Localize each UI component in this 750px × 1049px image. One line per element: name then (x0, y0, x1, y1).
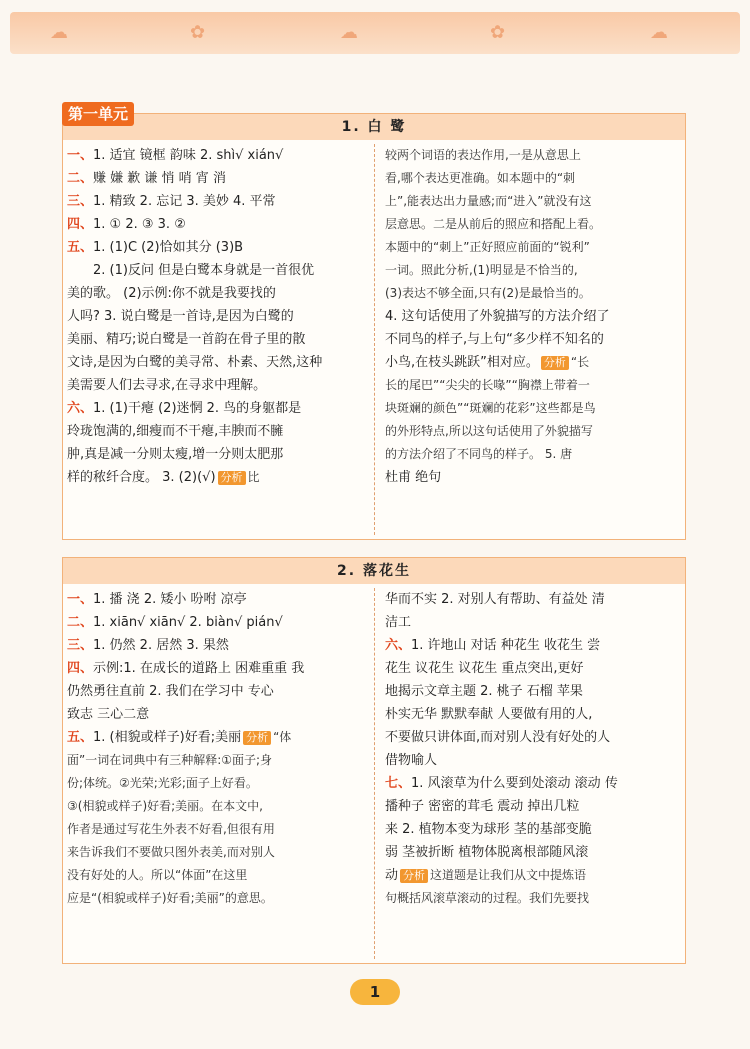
column-divider (374, 144, 375, 535)
answer-line: 不同鸟的样子,与上句“多少样不知名的 (385, 332, 604, 347)
section-luohuasheng (62, 557, 686, 964)
answer-line: 的外形特点,所以这句话使用了外貌描写 (385, 424, 593, 438)
cloud-icon: ☁ (650, 22, 668, 43)
answer-line: 较两个词语的表达作用,一是从意思上 (385, 148, 581, 162)
analysis-badge: 分析 (400, 869, 428, 883)
answer-line: 六、1. (1)干瘪 (2)迷惘 2. 鸟的身躯都是 (67, 401, 302, 416)
answer-line: 份;体统。②光荣;光彩;面子上好看。 (67, 776, 258, 790)
answer-line: 4. 这句话使用了外貌描写的方法介绍了 (385, 309, 610, 324)
flower-icon: ✿ (190, 22, 206, 43)
answer-line: 人吗? 3. 说白鹭是一首诗,是因为白鹭的 (67, 309, 294, 324)
answer-line: 花生 议花生 议花生 重点突出,更好 (385, 661, 584, 676)
answer-line: 一、1. 适宜 镜框 韵味 2. shì√ xián√ (67, 148, 284, 163)
analysis-badge: 分析 (243, 731, 271, 745)
right-column (385, 588, 681, 910)
section-title: 1. 白 鹭 (63, 114, 685, 140)
answer-line: 肿,真是减一分则太瘦,增一分则太肥那 (67, 447, 284, 462)
answer-line: 美丽、精巧;说白鹭是一首韵在骨子里的散 (67, 332, 306, 347)
answer-line: 华而不实 2. 对别人有帮助、有益处 清 (385, 592, 605, 607)
answer-line: 美需要人们去寻求,在寻求中理解。 (67, 378, 267, 393)
answer-line: 三、1. 精致 2. 忘记 3. 美妙 4. 平常 (67, 194, 276, 209)
header-band (10, 12, 740, 54)
answer-line: 文诗,是因为白鹭的美寻常、朴素、天然,这种 (67, 355, 323, 370)
answer-line: 应是“(相貌或样子)好看;美丽”的意思。 (67, 891, 273, 905)
answer-line: 致志 三心二意 (67, 707, 150, 722)
answer-line: 作者是通过写花生外表不好看,但很有用 (67, 822, 275, 836)
answer-line: (3)表达不够全面,只有(2)是最恰当的。 (385, 286, 591, 300)
answer-line: 四、示例:1. 在成长的道路上 困难重重 我 (67, 661, 305, 676)
answer-line: 样的秾纤合度。 3. (2)(√) 分析 比 (67, 470, 260, 485)
answer-line: 六、1. 许地山 对话 种花生 收花生 尝 (385, 638, 601, 653)
answer-line: 动 分析 这道题是让我们从文中提炼语 (385, 868, 587, 883)
answer-line: 杜甫 绝句 (385, 470, 442, 485)
cloud-icon: ☁ (340, 22, 358, 43)
unit-label: 第一单元 (62, 102, 134, 126)
answer-line: 不要做只讲体面,而对别人没有好处的人 (385, 730, 611, 745)
answer-line: 块斑斓的颜色”“斑斓的花彩”这些都是鸟 (385, 401, 596, 415)
section-bailu (62, 113, 686, 540)
answer-line: 小鸟,在枝头跳跃”相对应。 分析 “长 (385, 355, 590, 370)
answer-line: 2. (1)反问 但是白鹭本身就是一首很优 (93, 263, 315, 278)
answer-line: 四、1. ① 2. ③ 3. ② (67, 217, 186, 232)
answer-line: 句概括风滚草滚动的过程。我们先要找 (385, 891, 590, 905)
answer-line: 的方法介绍了不同鸟的样子。 5. 唐 (385, 447, 573, 461)
answer-line: 地揭示文章主题 2. 桃子 石榴 苹果 (385, 684, 583, 699)
analysis-badge: 分析 (541, 356, 569, 370)
answer-line: 长的尾巴”“尖尖的长喙”“胸襟上带着一 (385, 378, 590, 392)
section-title: 2. 落花生 (63, 558, 685, 584)
answer-line: 上”,能表达出力量感;而“进入”就没有这 (385, 194, 592, 208)
answer-line: 仍然勇往直前 2. 我们在学习中 专心 (67, 684, 274, 699)
answer-line: 洁工 (385, 615, 412, 630)
answer-line: 二、1. xiān√ xiān√ 2. biàn√ pián√ (67, 615, 283, 630)
answer-line: 朴实无华 默默奉献 人要做有用的人, (385, 707, 593, 722)
answer-line: 借物喻人 (385, 753, 438, 768)
answer-line: 一、1. 播 浇 2. 矮小 吩咐 凉亭 (67, 592, 247, 607)
analysis-badge: 分析 (218, 471, 246, 485)
answer-line: 层意思。二是从前后的照应和搭配上看。 (385, 217, 602, 231)
left-column (67, 144, 367, 489)
answer-line: 来告诉我们不要做只图外表美,而对别人 (67, 845, 275, 859)
answer-line: 五、1. (1)C (2)恰如其分 (3)B (67, 240, 244, 255)
page-number: 1 (350, 979, 400, 1005)
right-column (385, 144, 681, 489)
answer-line: 看,哪个表达更准确。如本题中的“刺 (385, 171, 576, 185)
answer-line: 本题中的“刺上”正好照应前面的“锐利” (385, 240, 590, 254)
cloud-icon: ☁ (50, 22, 68, 43)
answer-line: 美的歌。 (2)示例:你不就是我要找的 (67, 286, 276, 301)
answer-line: 三、1. 仍然 2. 居然 3. 果然 (67, 638, 229, 653)
answer-line: 没有好处的人。所以“体面”在这里 (67, 868, 248, 882)
answer-line: ③(相貌或样子)好看;美丽。在本文中, (67, 799, 263, 813)
answer-line: 五、1. (相貌或样子)好看;美丽 分析 “体 (67, 730, 292, 745)
answer-line: 七、1. 风滚草为什么要到处滚动 滚动 传 (385, 776, 618, 791)
column-divider (374, 588, 375, 959)
flower-icon: ✿ (490, 22, 506, 43)
answer-line: 二、赚 嫌 歉 谦 悄 哨 宵 消 (67, 171, 226, 186)
answer-line: 面”一词在词典中有三种解释:①面子;身 (67, 753, 273, 767)
answer-line: 播种子 密密的茸毛 震动 掉出几粒 (385, 799, 580, 814)
left-column (67, 588, 367, 910)
answer-line: 一词。照此分析,(1)明显是不恰当的, (385, 263, 578, 277)
answer-line: 来 2. 植物本变为球形 茎的基部变脆 (385, 822, 592, 837)
answer-line: 玲珑饱满的,细瘦而不干瘪,丰腴而不臃 (67, 424, 284, 439)
answer-line: 弱 茎被折断 植物体脱离根部随风滚 (385, 845, 589, 860)
